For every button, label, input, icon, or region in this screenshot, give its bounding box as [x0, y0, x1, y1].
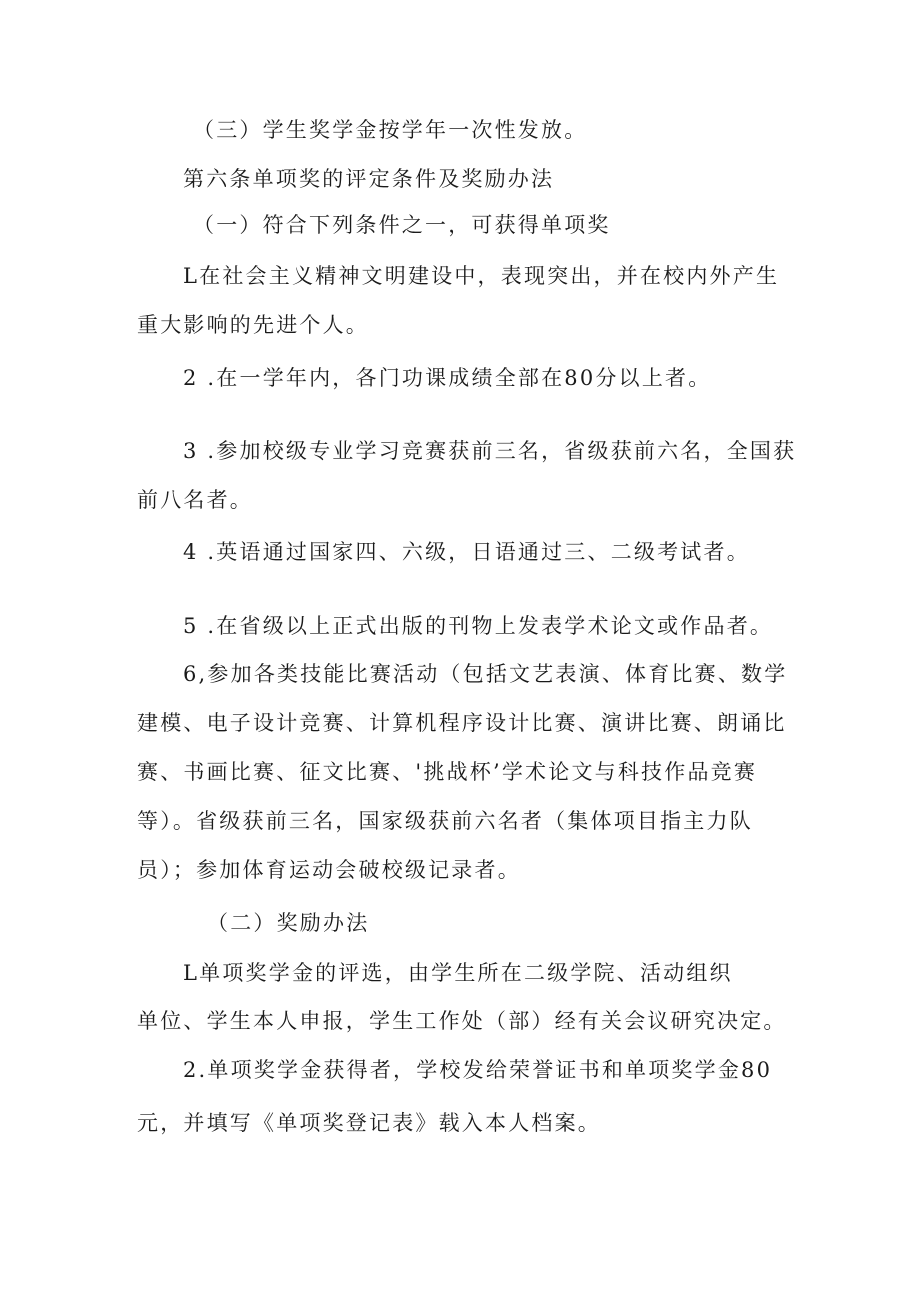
item-4: 4 .英语通过国家四、六级，日语通过三、二级考试者。 [183, 540, 750, 564]
item-3-line-2: 前八名者。 [137, 488, 253, 512]
item-6-line-1: 6,参加各类技能比赛活动（包括文艺表演、体育比赛、数学 [183, 662, 788, 686]
reward-item-1-line-1: L单项奖学金的评选，由学生所在二级学院、活动组织 [183, 961, 733, 985]
item-6-line-2: 建模、电子设计竞赛、计算机程序设计比赛、演讲比赛、朗诵比 [137, 711, 787, 735]
reward-item-1-line-2: 单位、学生本人申报，学生工作处（部）经有关会议研究决定。 [137, 1009, 787, 1033]
article-heading: 第六条单项奖的评定条件及奖励办法 [183, 167, 555, 191]
item-6-line-4: 等）。省级获前三名，国家级获前六名者（集体项目指主力队 [137, 809, 753, 833]
reward-item-2-line-2: 元，并填写《单项奖登记表》载入本人档案。 [137, 1111, 601, 1135]
item-6-line-5: 员）；参加体育运动会破校级记录者。 [137, 858, 521, 882]
item-1-line-2: 重大影响的先进个人。 [137, 313, 369, 337]
section-heading-1: （一）符合下列条件之一，可获得单项奖 [193, 213, 611, 237]
paragraph-line-1: （三）学生奖学金按学年一次性发放。 [193, 118, 588, 142]
item-2: 2 .在一学年内，各门功课成绩全部在80分以上者。 [183, 366, 712, 390]
item-5: 5 .在省级以上正式出版的刊物上发表学术论文或作品者。 [183, 614, 774, 638]
reward-item-2-line-1: 2.单项奖学金获得者，学校发给荣誉证书和单项奖学金80 [183, 1058, 773, 1082]
section-heading-2: （二）奖励办法 [207, 911, 370, 935]
item-3-line-1: 3 .参加校级专业学习竞赛获前三名，省级获前六名，全国获 [183, 439, 797, 463]
item-1-line-1: L在社会主义精神文明建设中，表现突出，并在校内外产生 [183, 264, 780, 288]
item-6-line-3: 赛、书画比赛、征文比赛、'挑战杯’学术论文与科技作品竞赛 [137, 760, 758, 784]
